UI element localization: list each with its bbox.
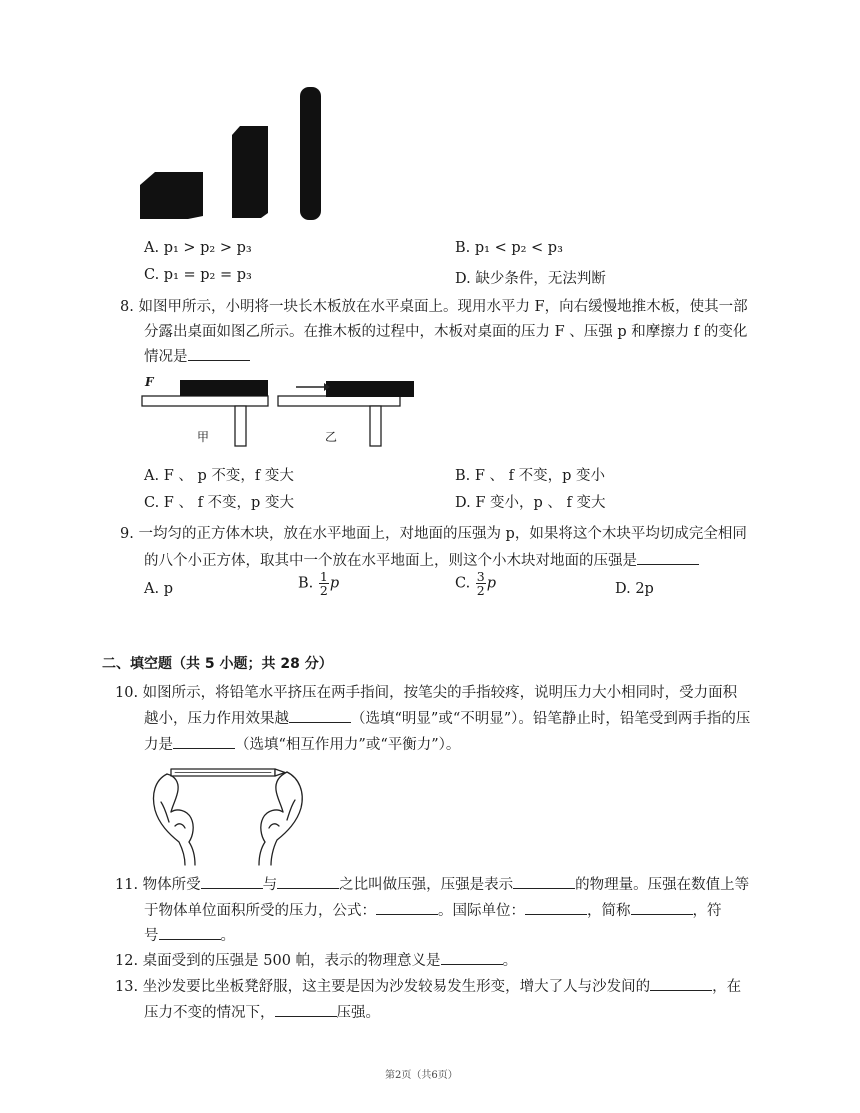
q9-option-a: A. p — [144, 581, 173, 597]
page-number-footer: 第2页（共6页） — [385, 1070, 458, 1081]
q12-stem: 12. 桌面受到的压强是 500 帕，表示的物理意义是 。 — [115, 953, 518, 969]
answer-blank — [188, 348, 250, 361]
answer-blank — [159, 927, 221, 940]
answer-blank — [513, 876, 575, 889]
section-title-fill-blank: 二、填空题（共 5 小题；共 28 分） — [102, 656, 333, 672]
q7-option-a: A. p₁ > p₂ > p₃ — [144, 240, 252, 256]
q8-option-c: C. F 、 f 不变，p 变大 — [144, 495, 294, 511]
q10-figure-pencil-fingers — [145, 762, 310, 867]
q7-option-d: D. 缺少条件，无法判断 — [455, 271, 606, 287]
q7-figure-blocks — [135, 85, 335, 225]
q8-stem-line1: 8. 如图甲所示，小明将一块长木板放在水平桌面上。现用水平力 F，向右缓慢地推木板，使其一部 — [120, 299, 748, 315]
block-tall — [232, 126, 268, 218]
fraction: $\frac{1}{2}$ — [319, 569, 328, 598]
q9-stem-line1: 9. 一均匀的正方体木块，放在水平地面上，对地面的压强为 p，如果将这个木块平均切成完全相同 — [120, 526, 747, 542]
answer-blank — [173, 736, 235, 749]
q8-stem-line2: 分露出桌面如图乙所示。在推木板的过程中，木板对桌面的压力 F 、压强 p 和摩擦力 f 的变化 — [144, 324, 748, 340]
q7-option-b: B. p₁ < p₂ < p₃ — [455, 240, 563, 256]
q11-stem-line1: 11. 物体所受 与 之比叫做压强，压强是表示 的物理量。压强在数值上等 — [115, 877, 750, 893]
answer-blank — [275, 1004, 337, 1017]
q8-stem-line3: 情况是 — [144, 345, 250, 366]
block-cube — [140, 172, 203, 219]
q8-option-b: B. F 、 f 不变，p 变小 — [455, 468, 606, 484]
q11-stem-line2: 于物体单位面积所受的压力，公式： 。国际单位： ，简称 ，符 — [144, 903, 722, 919]
answer-blank — [650, 978, 712, 991]
q8-figure-board-table — [138, 373, 418, 453]
q10-stem-line1: 10. 如图所示，将铅笔水平挤压在两手指间，按笔尖的手指较疼，说明压力大小相同时，受力面积 — [115, 685, 738, 701]
q13-stem-line2: 压力不变的情况下， 压强。 — [144, 1005, 380, 1021]
fraction: $\frac{3}{2}$ — [476, 569, 485, 598]
q8-figure-label-jia: 甲 — [197, 430, 210, 444]
q9-stem-line2: 的八个小正方体，取其中一个放在水平地面上，则这个小木块对地面的压强是 — [144, 549, 699, 570]
q7-option-c: C. p₁ = p₂ = p₃ — [144, 267, 252, 283]
answer-blank — [201, 876, 263, 889]
q9-option-b: B. $\frac{1}{2}$ p — [298, 569, 340, 598]
q9-option-c: C. $\frac{3}{2}$ p — [455, 569, 497, 598]
q8-figure-force-label: F — [145, 375, 154, 389]
q8-option-d: D. F 变小，p 、 f 变大 — [455, 495, 606, 511]
answer-blank — [525, 902, 587, 915]
answer-blank — [637, 552, 699, 565]
q10-stem-line2: 越小，压力作用效果越 （选填“明显”或“不明显”）。铅笔静止时，铅笔受到两手指的压 — [144, 711, 751, 727]
answer-blank — [376, 902, 438, 915]
block-rod — [300, 87, 321, 220]
q8-option-a: A. F 、 p 不变，f 变大 — [144, 468, 294, 484]
answer-blank — [441, 952, 503, 965]
q8-figure-label-yi: 乙 — [325, 430, 338, 444]
answer-blank — [289, 710, 351, 723]
answer-blank — [277, 876, 339, 889]
q13-stem-line1: 13. 坐沙发要比坐板凳舒服，这主要是因为沙发较易发生形变，增大了人与沙发间的 ，在 — [115, 979, 742, 995]
q11-stem-line3: 号 。 — [144, 928, 235, 944]
q10-stem-line3: 力是 （选填“相互作用力”或“平衡力”）。 — [144, 737, 461, 753]
answer-blank — [631, 902, 693, 915]
q9-option-d: D. 2p — [615, 581, 654, 597]
